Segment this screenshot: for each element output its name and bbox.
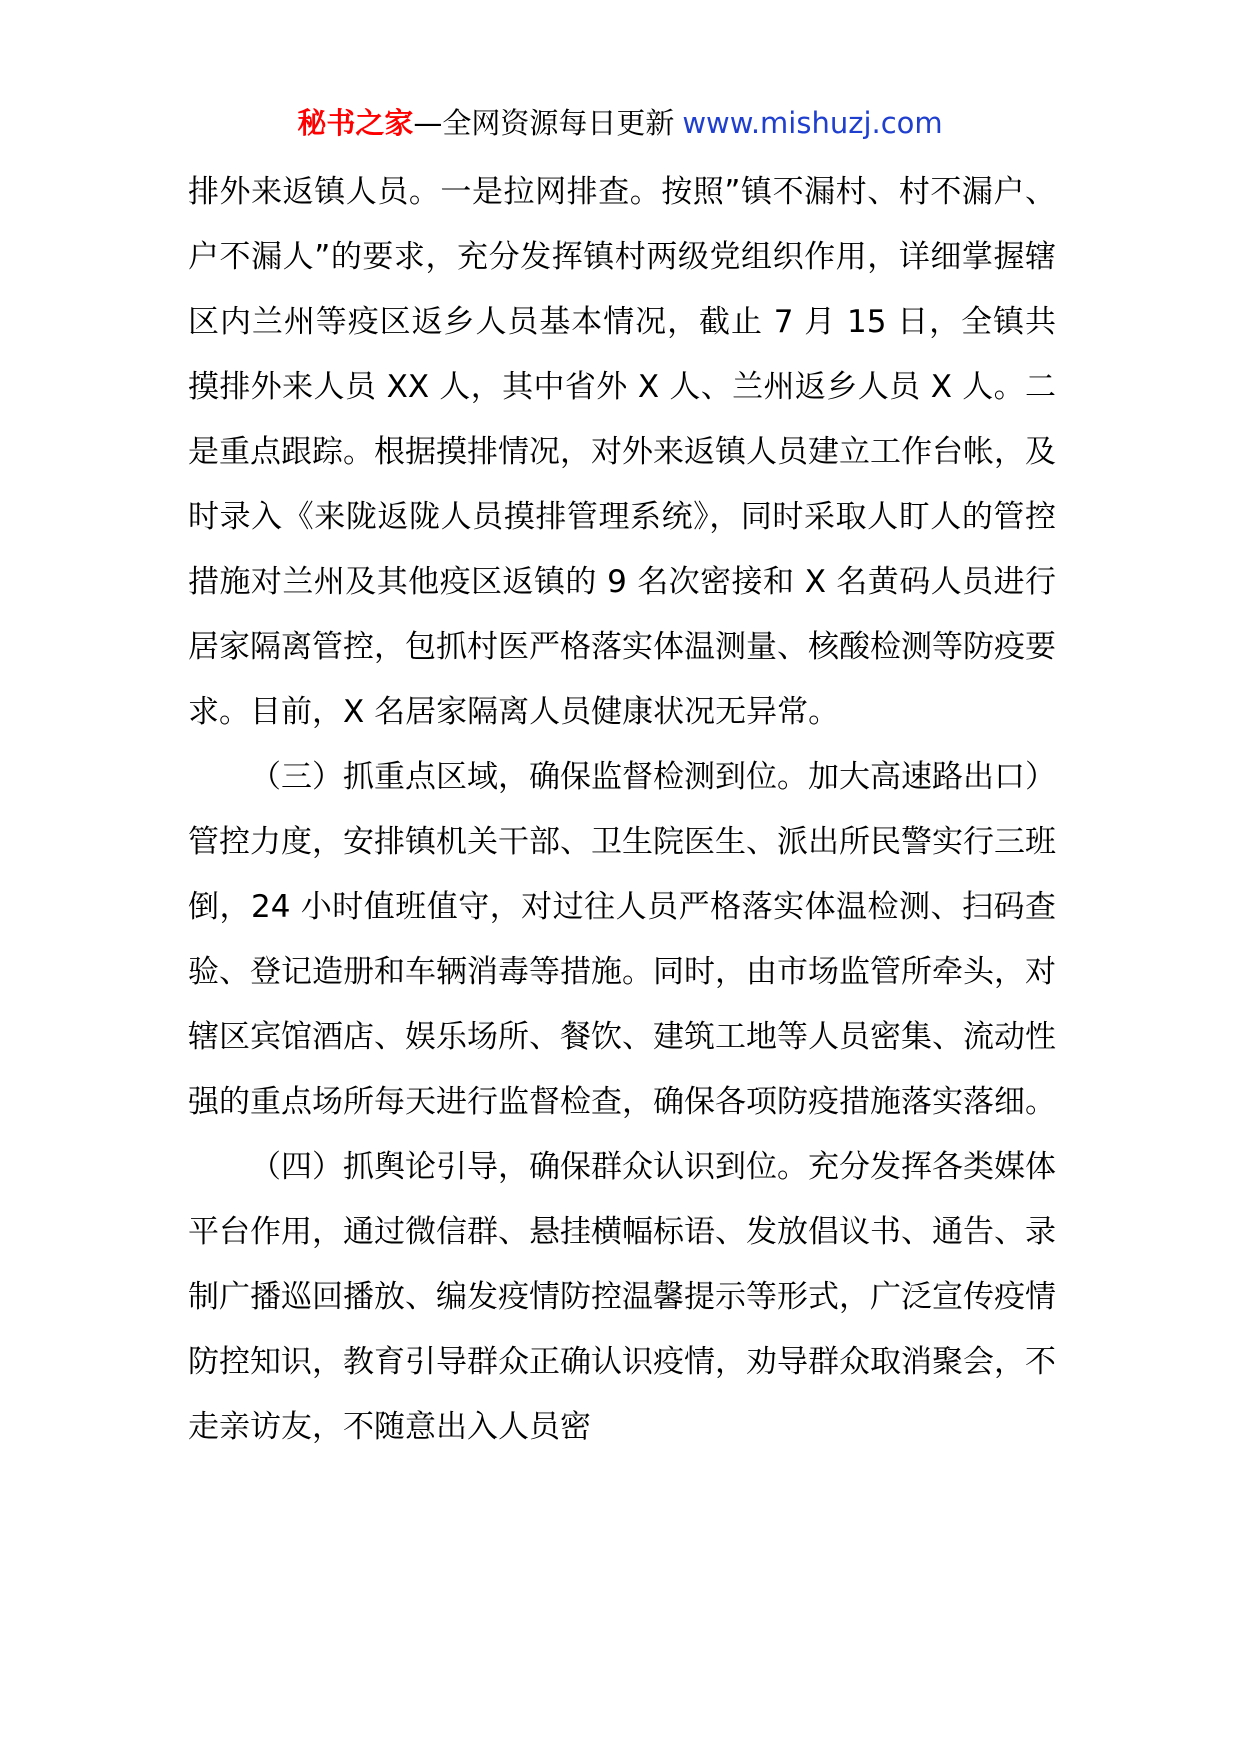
site-tagline: —全网资源每日更新 — [413, 106, 675, 140]
site-url-link[interactable]: www.mishuzj.com — [682, 106, 943, 140]
site-brand: 秘书之家 — [297, 106, 414, 140]
paragraph-section-three: （三）抓重点区域，确保监督检测到位。加大高速路出口）管控力度，安排镇机关干部、卫生院医生、派出所民警实行三班倒，24 小时值班值守，对过往人员严格落实体温检测、扫码查验、登记造册和车辆消毒等措施。同时，由市场监管所牵头，对辖区宾馆酒店、娱乐场所、餐饮、建筑工地等人员密集、流动性强的重点场所每天进行监督检查，确保各项防疫措施落实落细。 — [188, 759, 1056, 1120]
document-body — [188, 160, 1056, 1460]
paragraph-continued: 排外来返镇人员。一是拉网排查。按照”镇不漏村、村不漏户、户不漏人”的要求，充分发挥镇村两级党组织作用，详细掌握辖区内兰州等疫区返乡人员基本情况，截止 7 月 15 日，全镇共摸排外来人员 XX 人，其中省外 X 人、兰州返乡人员 X 人。二是重点跟踪。根据摸排情况，对外来返镇人员建立工作台帐，及时录入《来陇返陇人员摸排管理系统》，同时采取人盯人的管控措施对兰州及其他疫区返镇的 9 名次密接和 X 名黄码人员进行居家隔离管控，包抓村医严格落实体温测量、核酸检测等防疫要求。目前，X 名居家隔离人员健康状况无异常。 — [188, 174, 1056, 730]
site-header — [0, 103, 1240, 143]
paragraph-section-four: （四）抓舆论引导，确保群众认识到位。充分发挥各类媒体平台作用，通过微信群、悬挂横幅标语、发放倡议书、通告、录制广播巡回播放、编发疫情防控温馨提示等形式，广泛宣传疫情防控知识，教育引导群众正确认识疫情，劝导群众取消聚会，不走亲访友，不随意出入人员密 — [188, 1149, 1056, 1445]
